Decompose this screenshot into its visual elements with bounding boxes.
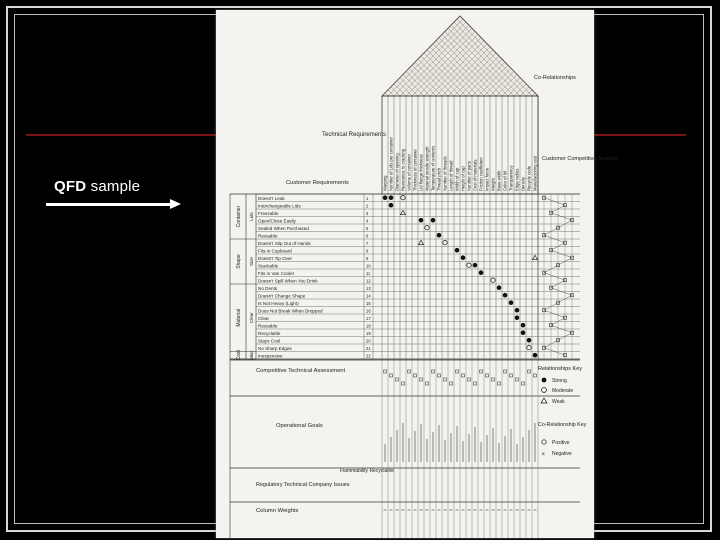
strong-relationship-icon (473, 263, 478, 268)
assessment-mark-icon (486, 374, 489, 377)
moderate-relationship-icon (527, 346, 531, 350)
strong-relationship-icon (515, 315, 520, 320)
strong-relationship-icon (455, 248, 460, 253)
moderate-relationship-icon (467, 263, 471, 267)
tech-requirement-label: Temperature of contents (430, 145, 436, 191)
tech-requirement-label: Width of cap (454, 167, 460, 191)
customer-requirement: Doesn't Slip Out of Hands (258, 240, 311, 246)
tech-requirement-label: Manufacturing cost (532, 155, 538, 191)
strong-relationship-icon (521, 323, 526, 328)
requirement-number: 3 (366, 210, 369, 216)
tech-requirement-label: Resistance to cracking (400, 148, 406, 191)
negative-key-label: Negative (552, 451, 572, 457)
requirement-number: 19 (366, 330, 371, 336)
relationships-key-label: Relationships Key (538, 366, 583, 372)
customer-requirement: Is Not Heavy (Light) (258, 300, 299, 306)
customer-requirement: Doesn't Change Shape (258, 293, 306, 299)
negative-key-icon: × (541, 452, 546, 458)
requirement-number: 21 (366, 345, 371, 351)
requirement-number: 7 (366, 240, 369, 246)
requirement-number: 8 (366, 248, 369, 254)
customer-requirement: No Dents (258, 285, 278, 291)
tech-requirement-label: Weight (490, 178, 496, 191)
requirement-groups (230, 205, 256, 360)
moderate-key-label: Moderate (552, 388, 574, 394)
caption-bold: QFD (54, 178, 87, 195)
relationships-key (541, 378, 573, 405)
requirement-number: 12 (366, 278, 371, 284)
technical-requirements-label: Technical Requirements (322, 132, 387, 138)
qfd-document (216, 10, 619, 538)
correlation-key-label: Co-Relationship Key (538, 422, 587, 428)
assessment-mark-icon (534, 374, 537, 377)
customer-requirement: Doesn't Spill When You Drink (258, 278, 318, 284)
strong-relationship-icon (503, 293, 508, 298)
tech-requirement-label: Number of Lids per container (388, 137, 394, 191)
tech-requirement-label: Volume of container (406, 153, 412, 191)
group-label: Container (236, 205, 242, 228)
title-rule-right (594, 134, 686, 136)
assessment-mark-icon (528, 370, 531, 373)
requirement-number: 13 (366, 285, 371, 291)
moderate-key-icon (542, 388, 547, 393)
assessment-mark-icon (408, 370, 411, 373)
assessment-mark-icon (504, 370, 507, 373)
moderate-relationship-icon (425, 226, 429, 230)
strong-relationship-icon (521, 330, 526, 335)
customer-requirements-list (258, 196, 371, 358)
assessment-mark-icon (474, 382, 477, 385)
requirement-number: 18 (366, 323, 371, 329)
customer-requirement: Freezable (258, 210, 279, 216)
assessment-mark-icon (522, 382, 525, 385)
subgroup-label: Clear (249, 312, 254, 324)
weak-relationship-icon (419, 240, 424, 245)
competitive-analysis-label: Customer Competitive Analysis (542, 156, 619, 162)
customer-requirement: Doesn't Tip Over (258, 255, 293, 261)
strong-relationship-icon (389, 203, 394, 208)
assessment-mark-icon (402, 382, 405, 385)
requirement-number: 15 (366, 300, 371, 306)
strong-relationship-icon (461, 255, 466, 260)
assessment-mark-icon (516, 378, 519, 381)
assessment-mark-icon (384, 370, 387, 373)
group-label: Cost (236, 350, 242, 361)
assessment-mark-icon (456, 370, 459, 373)
customer-requirement: No Sharp Edges (258, 345, 292, 351)
assessment-mark-icon (420, 378, 423, 381)
customer-requirement: Reusable (258, 233, 278, 239)
requirement-number: 9 (366, 255, 369, 261)
tech-requirement-label: Material tensile strength (424, 146, 430, 191)
lower-matrix (382, 359, 538, 538)
tech-requirement-label: Transparency (508, 165, 514, 191)
strong-relationship-icon (383, 195, 388, 200)
moderate-relationship-icon (401, 196, 405, 200)
positive-key-label: Positive (552, 440, 570, 446)
requirement-number: 2 (366, 203, 369, 209)
customer-requirement: Clear (258, 315, 269, 321)
tech-requirement-label: Thread pitch (436, 167, 442, 191)
tech-requirement-label: Density (520, 177, 526, 191)
customer-requirement: Sealed When Purchased (258, 225, 309, 231)
customer-requirement: Inexpensive (258, 353, 283, 359)
title-rule-left (26, 134, 216, 136)
assessment-mark-icon (390, 374, 393, 377)
requirement-number: 14 (366, 293, 371, 299)
strong-relationship-icon (515, 308, 520, 313)
slide-caption (54, 178, 140, 195)
requirement-number: 16 (366, 308, 371, 314)
assessment-mark-icon (498, 382, 501, 385)
regulatory-label: Regulatory Technical Company Issues (256, 482, 350, 488)
customer-requirement: Fits in Van Cooler (258, 270, 295, 276)
customer-requirement: Doesn't Leak (258, 195, 285, 201)
competitive-assessment-label: Competitive Technical Assessment (256, 368, 346, 374)
strong-relationship-icon (527, 338, 532, 343)
customer-requirement: Stays Cool (258, 338, 281, 344)
weak-key-label: Weak (552, 399, 565, 405)
requirement-number: 5 (366, 225, 369, 231)
caption-arrow-shaft (46, 203, 172, 206)
tech-requirement-label: Color of lid (502, 170, 508, 191)
tech-requirement-label: Number of parts (466, 160, 472, 191)
tech-requirement-label: Base width (496, 170, 502, 191)
assessment-mark-icon (468, 378, 471, 381)
weak-relationship-icon (401, 210, 406, 215)
caption-rest: sample (86, 178, 141, 195)
positive-key-icon (542, 440, 546, 444)
technical-requirements-headers (382, 96, 538, 359)
tech-requirement-label: Warping (382, 175, 388, 191)
tech-requirement-label: Recycle code (526, 165, 532, 191)
assessment-mark-icon (426, 382, 429, 385)
assessment-mark-icon (462, 374, 465, 377)
tech-requirement-label: Edge radius (514, 168, 520, 191)
correlations-label: Co-Relationships (534, 75, 576, 81)
group-label: Shape (236, 254, 242, 269)
customer-requirement: Does Not Break When Dropped (258, 308, 323, 314)
requirement-number: 22 (366, 353, 371, 359)
tech-requirement-label: Lid flange thickness (418, 154, 424, 191)
strong-relationship-icon (533, 353, 538, 358)
assessment-mark-icon (492, 378, 495, 381)
strong-relationship-icon (509, 300, 514, 305)
strong-key-icon (542, 378, 547, 383)
assessment-mark-icon (444, 378, 447, 381)
requirement-number: 10 (366, 263, 371, 269)
assessment-mark-icon (438, 374, 441, 377)
requirement-number: 1 (366, 195, 369, 201)
moderate-relationship-icon (491, 278, 495, 282)
customer-requirement: Recyclable (258, 330, 281, 336)
customer-requirement: Interchangeable Lids (258, 203, 301, 209)
customer-requirement: Reusable (258, 323, 278, 329)
requirement-number: 6 (366, 233, 369, 239)
customer-requirement: Open/Close Easily (258, 218, 296, 224)
correlation-key (542, 440, 572, 458)
assessment-mark-icon (510, 374, 513, 377)
column-weights-label: Column Weights (256, 508, 299, 514)
operational-goals-label: Operational Goals (276, 423, 323, 429)
assessment-mark-icon (450, 382, 453, 385)
strong-relationship-icon (389, 195, 394, 200)
correlation-roof (382, 16, 538, 96)
strong-relationship-icon (437, 233, 442, 238)
subgroup-label: Size (249, 257, 254, 266)
tech-requirement-label: Height of cap (460, 166, 466, 191)
assessment-mark-icon (480, 370, 483, 373)
strong-key-label: Strong (552, 378, 567, 384)
moderate-relationship-icon (443, 241, 447, 245)
qfd-house-of-quality (216, 10, 619, 538)
requirement-number: 11 (366, 270, 371, 276)
requirement-number: 4 (366, 218, 369, 224)
strong-relationship-icon (479, 270, 484, 275)
tech-requirement-label: Friction coefficient (478, 157, 484, 191)
subgroup-label: Misc (249, 350, 254, 360)
caption-arrow-head-icon (170, 199, 181, 209)
assessment-mark-icon (396, 378, 399, 381)
regulatory-values: Flammability Recyclable (340, 468, 394, 474)
strong-relationship-icon (419, 218, 424, 223)
tech-requirement-label: Impact force (484, 167, 490, 191)
customer-requirements-label: Customer Requirements (286, 180, 349, 186)
tech-requirement-label: Cost of materials (472, 159, 478, 191)
customer-requirement: Fits in Cupboard (258, 248, 292, 254)
subgroup-label: Lids (249, 212, 254, 221)
strong-relationship-icon (431, 218, 436, 223)
tech-requirement-label: Thickness of container (412, 149, 418, 191)
customer-requirement: Stackable (258, 263, 279, 269)
strong-relationship-icon (497, 285, 502, 290)
assessment-mark-icon (432, 370, 435, 373)
group-label: Material (236, 308, 242, 327)
weak-relationship-icon (533, 255, 538, 260)
tech-requirement-label: Number of threads (442, 156, 448, 191)
assessment-mark-icon (414, 374, 417, 377)
requirement-number: 17 (366, 315, 371, 321)
weak-key-icon (541, 398, 547, 403)
tech-requirement-label: Length of thread (448, 160, 454, 191)
requirement-number: 20 (366, 338, 371, 344)
tech-requirement-label: Diameter of opening (394, 153, 400, 191)
